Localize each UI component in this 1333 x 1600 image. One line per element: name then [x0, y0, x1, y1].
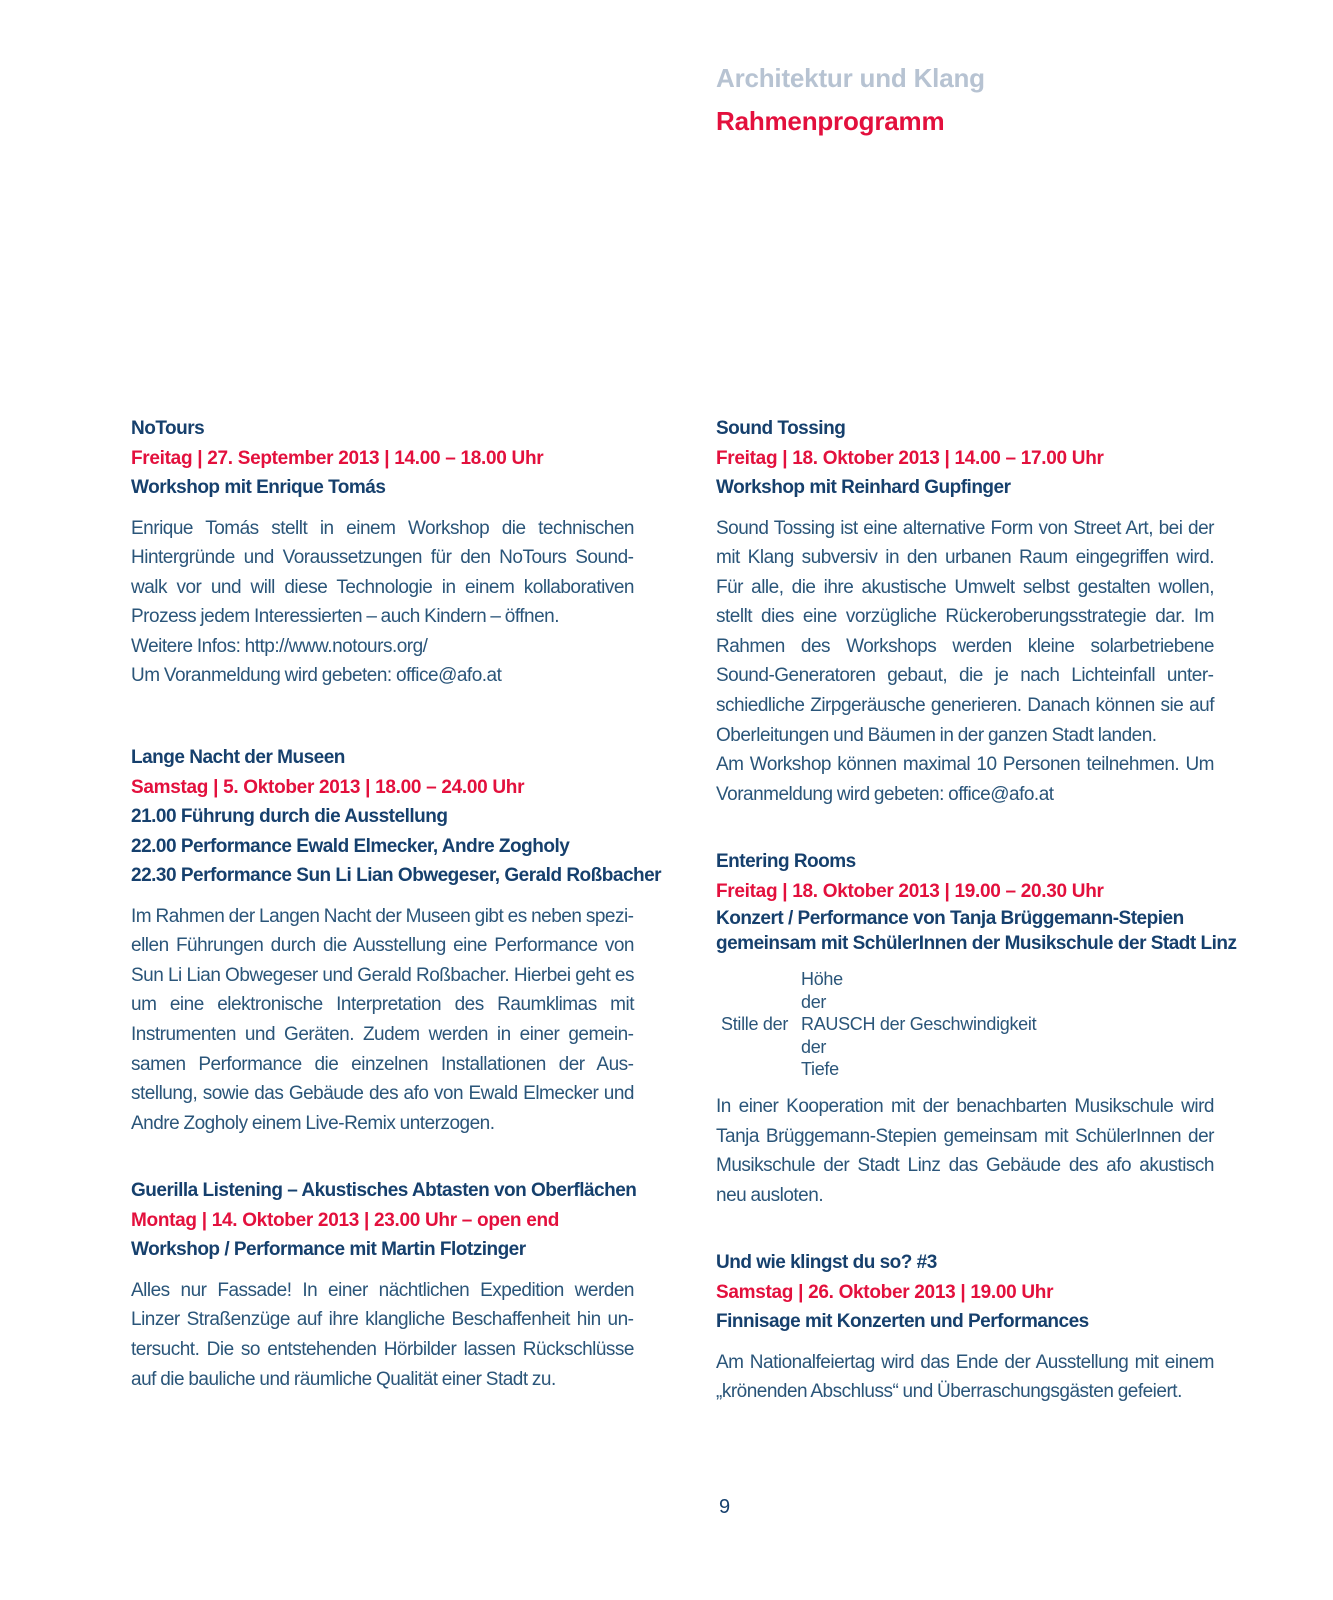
poem-left-word: Stille der [721, 1014, 789, 1035]
event-subtitle: Konzert / Performance von Tanja Brüggemann-Stepien [716, 908, 1184, 930]
event-date: Montag | 14. Oktober 2013 | 23.00 Uhr – open end [131, 1209, 560, 1231]
page-number: 9 [719, 1496, 731, 1518]
event-subtitle: Workshop mit Reinhard Gupfinger [716, 477, 1011, 498]
body-registration-line: Um Voranmeldung wird gebeten: office@afo.at [131, 665, 502, 687]
series-title: Architektur und Klang [716, 63, 985, 93]
body-info-line: Weitere Infos: http://www.notours.org/ [131, 635, 428, 657]
poem-block [716, 968, 1214, 1081]
event-date: Freitag | 27. September 2013 | 14.00 – 18.00 Uhr [131, 447, 544, 469]
event-title: Lange Nacht der Museen [131, 747, 345, 769]
page-header [716, 64, 985, 135]
event-title: NoTours [131, 418, 205, 439]
poem-line: der [801, 1036, 827, 1057]
event-lange-nacht-der-museen [131, 743, 662, 1138]
event-program-line: 21.00 Führung durch die Ausstellung [131, 806, 448, 828]
event-sound-tossing [716, 414, 1214, 809]
event-date: Freitag | 18. Oktober 2013 | 19.00 – 20.30 Uhr [716, 880, 1104, 902]
poem-center-text: RAUSCH der Geschwindigkeit [801, 1014, 1037, 1035]
event-program-line: 22.00 Performance Ewald Elmecker, Andre Zogholy [131, 835, 570, 857]
event-title: Sound Tossing [716, 418, 846, 439]
poem-line: der [801, 991, 827, 1012]
event-title: Und wie klingst du so? #3 [716, 1252, 937, 1274]
body-paragraph: In einer Kooperation mit der benachbarten Musikschule wird Tanja Brüggemann-Stepien gemeinsam mit SchülerInnen der Musikschule der Stadt Linz das Gebäude des afo akustisch neu ausloten. [716, 1095, 1214, 1206]
body-paragraph: Am Nationalfeiertag wird das Ende der Ausstellung mit einem „krönenden Abschluss“ und Überraschungsgästen gefeiert. [716, 1351, 1214, 1403]
body-registration-line: Am Workshop können maximal 10 Personen teilnehmen. Um Voranmeldung wird gebeten: office@afo.at [716, 754, 1214, 805]
poem-line-center [716, 1013, 1214, 1036]
event-notours [131, 414, 634, 691]
event-title: Entering Rooms [716, 851, 856, 873]
body-paragraph: Sound Tossing ist eine alternative Form von Street Art, bei der mit Klang subversiv in den urbanen Raum eingegriffen wird. Für alle, die ihre akustische Umwelt selbst gestalten wollen, stellt dies eine vorzügliche Rückeroberungsstrategie dar. Im Rahmen des Workshops werden kleine solarbetriebene Sound-Generatoren gebaut, die je nach Lichteinfall unterschiedliche Zirpgeräusche generieren. Danach können sie auf Oberleitungen und Bäumen in der ganzen Stadt landen. [716, 517, 1214, 746]
event-guerilla-listening [131, 1176, 637, 1394]
event-entering-rooms [716, 847, 1237, 1210]
body-paragraph: Im Rahmen der Langen Nacht der Museen gibt es neben speziellen Führungen durch die Ausstellung eine Performance von Sun Li Lian Obwegeser und Gerald Roßbacher. Hierbei geht es um eine elektronische Interpretation des Raumklimas mit Instrumenten und Geräten. Zudem werden in einer gemeinsamen Performance die einzelnen Installationen der Ausstellung, sowie das Gebäude des afo von Ewald Elmecker und Andre Zogholy einem Live-Remix unterzogen. [131, 905, 634, 1134]
poem-line: Höhe [801, 969, 843, 990]
poem-line: Tiefe [801, 1059, 839, 1080]
body-paragraph: Enrique Tomás stellt in einem Workshop die technischen Hintergründe und Voraussetzungen für den NoTours Soundwalk vor und will diese Technologie in einem kollaborativen Prozess jedem Interessierten – auch Kindern – öffnen. [131, 517, 634, 628]
event-subtitle: Finnisage mit Konzerten und Performances [716, 1311, 1089, 1333]
event-subtitle: gemeinsam mit SchülerInnen der Musikschule der Stadt Linz [716, 933, 1237, 955]
body-paragraph: Alles nur Fassade! In einer nächtlichen Expedition werden Linzer Straßenzüge auf ihre klangliche Beschaffenheit hin untersucht. Die so entstehenden Hörbilder lassen Rückschlüsse auf die bauliche und räumliche Qualität einer Stadt zu. [131, 1279, 634, 1390]
event-und-wie-klingst-du-so [716, 1248, 1214, 1407]
event-date: Samstag | 5. Oktober 2013 | 18.00 – 24.00 Uhr [131, 776, 525, 798]
event-subtitle: Workshop mit Enrique Tomás [131, 477, 386, 498]
event-title: Guerilla Listening – Akustisches Abtasten von Oberflächen [131, 1180, 637, 1202]
page-title: Rahmenprogramm [716, 106, 945, 136]
event-date: Samstag | 26. Oktober 2013 | 19.00 Uhr [716, 1281, 1054, 1303]
event-date: Freitag | 18. Oktober 2013 | 14.00 – 17.00 Uhr [716, 447, 1104, 469]
event-program-line: 22.30 Performance Sun Li Lian Obwegeser, Gerald Roßbacher [131, 865, 662, 887]
event-subtitle: Workshop / Performance mit Martin Flotzinger [131, 1239, 526, 1261]
left-column [131, 414, 662, 1394]
right-column [716, 414, 1237, 1407]
